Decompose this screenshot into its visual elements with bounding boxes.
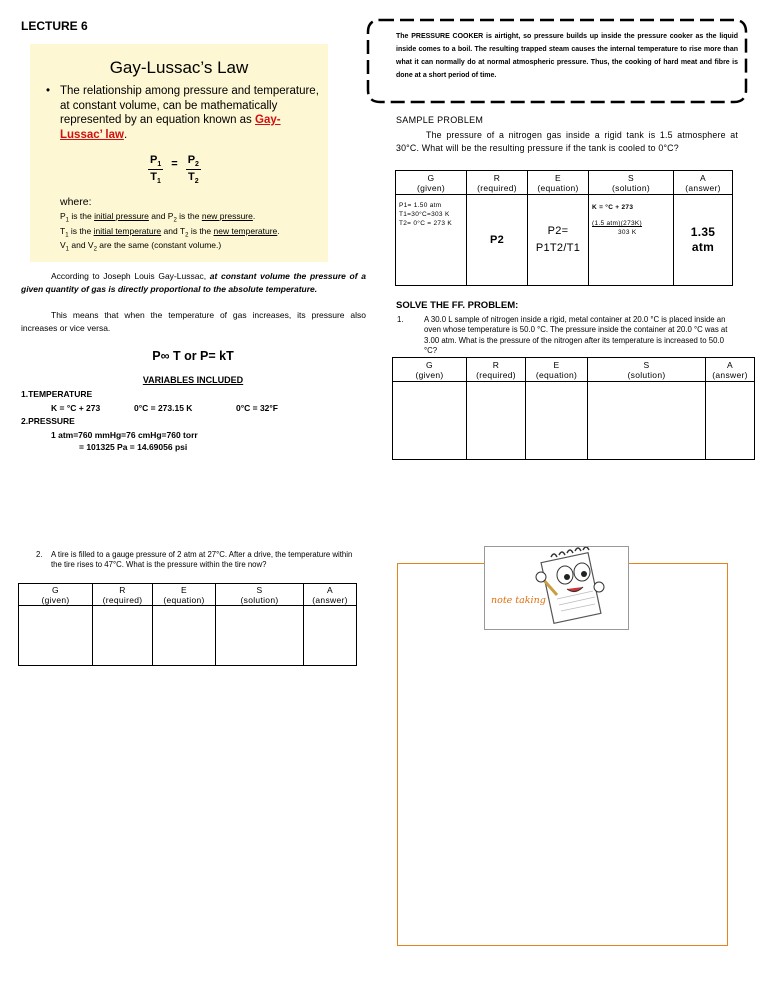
sample-grase-table	[395, 170, 733, 286]
p1-answer-cell[interactable]	[706, 382, 755, 460]
p1-solution-cell[interactable]	[588, 382, 706, 460]
p2-answer-cell[interactable]	[304, 606, 357, 666]
p2-header-g: G (given)	[19, 584, 93, 606]
notepad-character-icon	[485, 547, 628, 629]
bullet-text: The relationship among pressure and temperature, at constant volume, can be mathematically represented by an equation known as	[60, 85, 319, 126]
pa-equivalents: = 101325 Pa = 14.69056 psi	[79, 442, 188, 452]
pressure-heading: 2.PRESSURE	[21, 416, 75, 426]
statement-meaning: This means that when the temperature of gas increases, its pressure also increases or vice versa.	[21, 310, 366, 333]
sample-given: P1= 1.50 atm T1=30°C=303 K T2= 0°C = 273 K	[396, 195, 467, 286]
p1-equation-cell[interactable]	[526, 382, 588, 460]
p2-header-r: R (required)	[93, 584, 153, 606]
header-r: R (required)	[467, 171, 528, 195]
p2-equation-cell[interactable]	[153, 606, 216, 666]
p1-required-cell[interactable]	[467, 382, 526, 460]
header-s: S (solution)	[589, 171, 674, 195]
statement-bold: at constant volume the pressure of a given quantity of gas is directly proportional to the absolute temperature.	[21, 271, 366, 294]
p1-given-cell[interactable]	[393, 382, 467, 460]
bullet-dot-icon: •	[46, 85, 51, 97]
temperature-heading: 1.TEMPERATURE	[21, 389, 93, 399]
p2-required-cell[interactable]	[93, 606, 153, 666]
header-a: A (answer)	[674, 171, 733, 195]
p1-header-e: E (equation)	[526, 358, 588, 382]
sample-solution	[589, 195, 674, 286]
sample-problem-heading: SAMPLE PROBLEM	[396, 115, 484, 125]
zero-kelvin: 0°C = 273.15 K	[134, 403, 193, 413]
statement-intro: According to Joseph Louis Gay-Lussac,	[51, 271, 210, 281]
problem-2-text: A tire is filled to a gauge pressure of 2 atm at 27°C. After a drive, the temperature within the tire rises to 47°C. What is the pressure within the tire now?	[51, 550, 353, 570]
solve-heading: SOLVE THE FF. PROBLEM:	[396, 300, 519, 311]
solution-numerator: (1.5 atm)(273K)	[592, 220, 643, 227]
kelvin-formula: K = °C + 273	[51, 403, 101, 413]
sample-equation: P2= P1T2/T1	[528, 195, 589, 286]
solution-line-1: K = °C + 273	[592, 204, 634, 211]
where-line-1: $P_1$ is the initial pressure and $P_2$ is the new pressure.	[60, 211, 256, 224]
pressure-cooker-note: The PRESSURE COOKER is airtight, so pressure builds up inside the pressure cooker as the liquid inside comes to a boil. The resulting trapped steam causes the internal temperature to rise more than what it can normally do at normal atmospheric pressure. Thus, the cooking of hard meat and fibre is done at a short period of time.	[396, 33, 738, 79]
where-line-2: $T_1$ is the initial temperature and $T_2$ is the new temperature.	[60, 226, 280, 239]
problem-1-number: 1.	[397, 315, 404, 324]
lecture-title: LECTURE 6	[21, 19, 88, 33]
problem-2-table	[18, 583, 357, 666]
p2-solution-cell[interactable]	[216, 606, 304, 666]
zero-fahrenheit: 0°C = 32°F	[236, 403, 278, 413]
bullet-end: .	[123, 128, 128, 141]
gay-lussac-slide	[30, 44, 328, 262]
p2-header-a: A (answer)	[304, 584, 357, 606]
atm-equivalents: 1 atm=760 mmHg=76 cmHg=760 torr	[51, 430, 198, 440]
problem-1-text: A 30.0 L sample of nitrogen inside a rigid, metal container at 20.0 °C is placed inside an oven whose temperature is 50.0 °C. The pressure inside the container at 20.0 °C was at 3.00 atm. What is the pressure of the nitrogen after its temperature is increased to 50.0 °C?	[424, 315, 728, 355]
sample-problem-text: The pressure of a nitrogen gas inside a rigid tank is 1.5 atmosphere at 30°C. What will be the resulting pressure if the tank is cooled to 0°C?	[396, 130, 738, 154]
header-g: G (given)	[396, 171, 467, 195]
p1-header-a: A (answer)	[706, 358, 755, 382]
sample-answer: 1.35 atm	[674, 195, 733, 286]
p2-header-e: E (equation)	[153, 584, 216, 606]
where-line-3: $V_1$ and $V_2$ are the same (constant volume.)	[60, 240, 222, 253]
p1-header-r: R (required)	[467, 358, 526, 382]
header-e: E (equation)	[528, 171, 589, 195]
p2-header-s: S (solution)	[216, 584, 304, 606]
slide-title: Gay-Lussac’s Law	[109, 58, 249, 77]
variables-title: VARIABLES INCLUDED	[142, 375, 244, 385]
law-name: Gay-Lussac’ law	[60, 114, 281, 141]
gay-lussac-statement	[21, 270, 366, 296]
where-label: where:	[60, 196, 92, 208]
proportion-formula: P∞ T or P= kT	[152, 349, 234, 363]
p1-header-g: G (given)	[393, 358, 467, 382]
sample-required: P2	[467, 195, 528, 286]
problem-2-number: 2.	[36, 550, 43, 559]
note-taking-label: note taking	[491, 595, 546, 606]
slide-bullet	[46, 84, 322, 142]
p2-given-cell[interactable]	[19, 606, 93, 666]
note-taking-clipart	[484, 546, 629, 630]
gay-lussac-equation: $\frac{P_1}{T_1}$ = $\frac{P_2}{T_2}$	[150, 154, 199, 186]
problem-1-table	[392, 357, 755, 460]
solution-denominator: 303 K	[618, 229, 637, 236]
p1-header-s: S (solution)	[588, 358, 706, 382]
